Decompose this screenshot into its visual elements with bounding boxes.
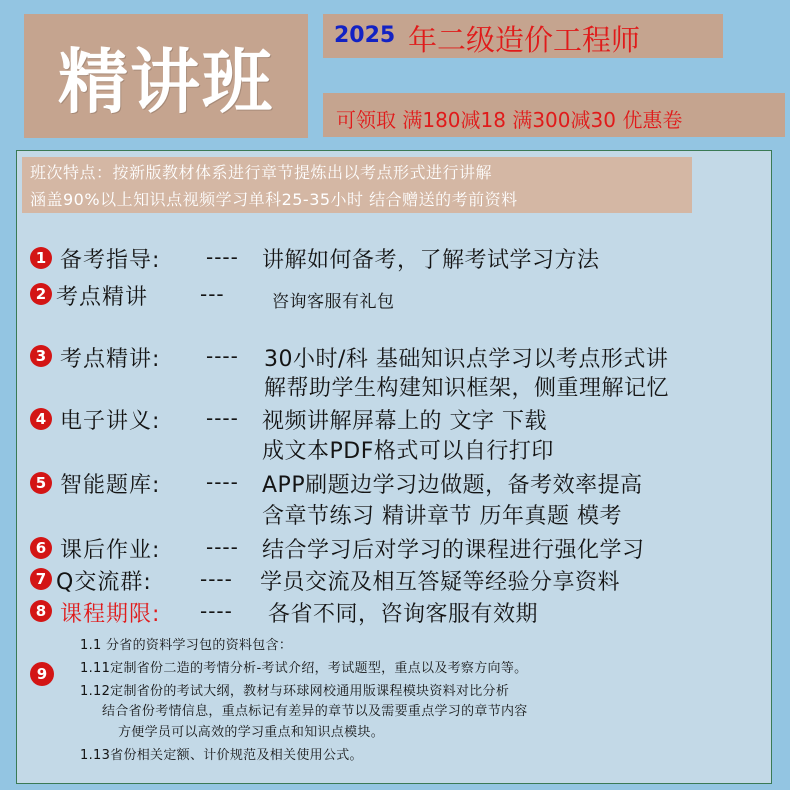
item-3-label: 考点精讲: [60,347,161,372]
note-line-2: 1.11定制省份二造的考情分析-考试介绍，考试题型，重点以及考察方向等。 [80,661,528,676]
item-2-label: 考点精讲 [56,285,149,310]
item-6-desc: 结合学习后对学习的课程进行强化学习 [262,538,645,563]
item-5-label: 智能题库: [60,473,161,498]
item-9-number-icon: 9 [30,662,54,686]
item-4-desc-line-1: 视频讲解屏幕上的 文字 下载 [262,409,547,434]
item-7-desc: 学员交流及相互答疑等经验分享资料 [260,570,621,595]
item-3-desc-line-1: 30小时/科 基础知识点学习以考点形式讲 [264,347,669,372]
page-title: 年二级造价工程师 [408,23,641,57]
item-4-desc-line-2: 成文本PDF格式可以自行打印 [262,439,554,464]
item-5-number-icon: 5 [30,472,52,494]
item-8-number-icon: 8 [30,600,52,622]
item-3-number-icon: 3 [30,345,52,367]
item-2-number-icon: 2 [30,283,52,305]
item-6-label: 课后作业: [60,538,161,563]
feature-line-1: 班次特点：按新版教材体系进行章节提炼出以考点形式进行讲解 [30,163,493,182]
item-3-desc-line-2: 解帮助学生构建知识框架，侧重理解记忆 [264,376,670,401]
item-6-dash: ---- [206,535,239,559]
note-line-1: 1.1 分省的资料学习包的资料包含： [80,638,293,653]
item-8-label: 课程期限: [60,602,161,627]
item-7-dash: ---- [200,567,233,591]
item-2-dash: --- [200,282,225,306]
item-8-desc: 各省不同，咨询客服有效期 [268,602,539,627]
item-8-dash: ---- [200,599,233,623]
item-4-number-icon: 4 [30,408,52,430]
item-5-desc-line-2: 含章节练习 精讲章节 历年真题 模考 [262,504,622,529]
item-6-number-icon: 6 [30,537,52,559]
feature-line-2: 涵盖90%以上知识点视频学习单科25-35小时 结合赠送的考前资料 [30,190,518,209]
item-5-desc-line-1: APP刷题边学习边做题，备考效率提高 [262,473,643,498]
promo-text: 可领取 满180减18 满300减30 优惠卷 [336,108,683,132]
item-1-desc: 讲解如何备考，了解考试学习方法 [262,248,600,273]
item-7-number-icon: 7 [30,568,52,590]
item-5-dash: ---- [206,470,239,494]
title-year: 2025 [334,23,396,48]
item-7-label: Q交流群: [56,570,152,595]
item-4-label: 电子讲义: [60,409,161,434]
item-1-dash: ---- [206,245,239,269]
item-4-dash: ---- [206,406,239,430]
note-line-3: 1.12定制省份的考试大纲，教材与环球网校通用版课程模块资料对比分析 [80,684,510,699]
item-1-label: 备考指导: [60,248,161,273]
note-line-4: 结合省份考情信息，重点标记有差异的章节以及需要重点学习的章节内容 [102,704,528,719]
course-badge [24,14,308,138]
note-line-6: 1.13省份相关定额、计价规范及相关使用公式。 [80,748,363,763]
item-3-dash: ---- [206,344,239,368]
course-badge-text: 精讲班 [58,39,274,123]
note-line-5: 方便学员可以高效的学习重点和知识点模块。 [118,725,385,740]
item-1-number-icon: 1 [30,247,52,269]
item-2-desc: 咨询客服有礼包 [272,292,395,312]
